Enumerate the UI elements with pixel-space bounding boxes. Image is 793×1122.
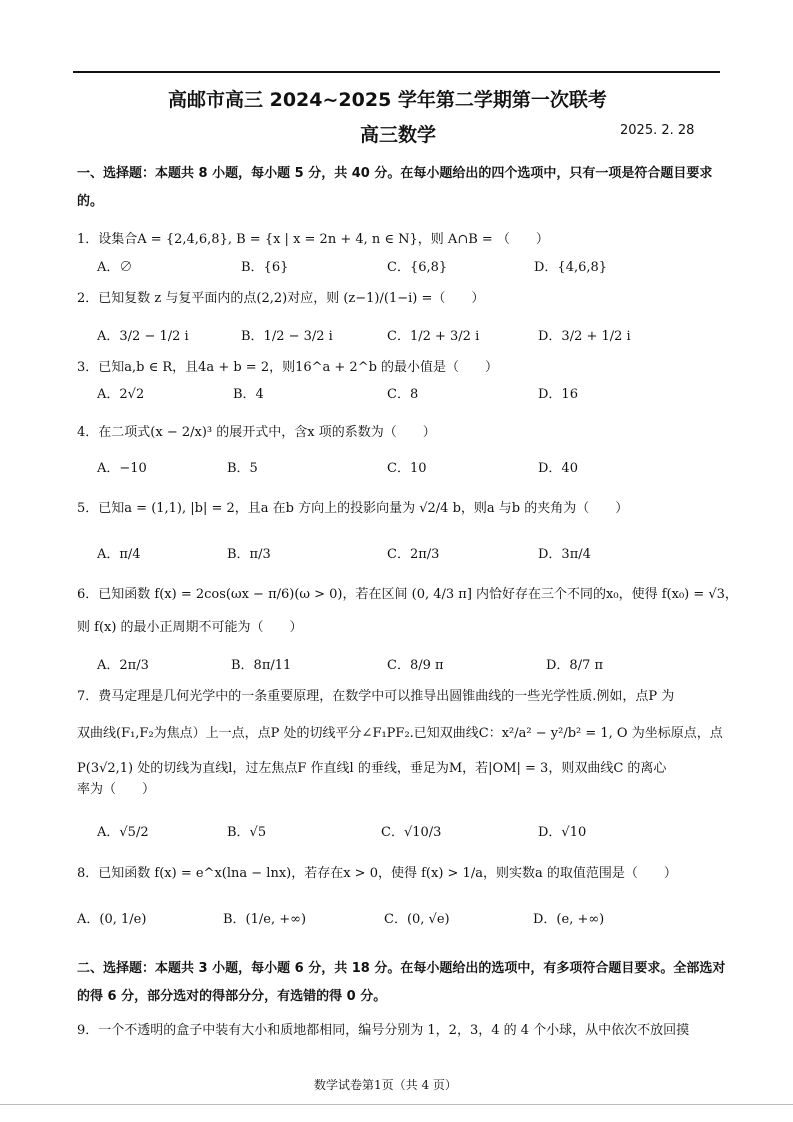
question-number: 9． <box>77 1023 99 1038</box>
question-text: 在二项式(x − 2/x)³ 的展开式中，含x 项的系数为（ ） <box>98 425 436 440</box>
option-c: C．8 <box>387 387 419 402</box>
question-7-line3: P(3√2,1) 处的切线为直线l，过左焦点F 作直线l 的垂线，垂足为M，若|OM| = 3，则双曲线C 的离心 <box>77 761 667 776</box>
option-d: D．√10 <box>538 825 587 840</box>
option-c: C．{6,8} <box>387 260 448 275</box>
question-8 <box>77 862 677 881</box>
question-text: 已知复数 z 与复平面内的点(2,2)对应，则 (z−1)/(1−i) =（ ） <box>98 291 485 306</box>
question-5 <box>77 497 628 516</box>
question-text: 已知函数 f(x) = 2cos(ωx − π/6)(ω > 0)，若在区间 (0, 4/3 π] 内恰好存在三个不同的x₀，使得 f(x₀) = √3， <box>98 587 738 602</box>
option-c: C．10 <box>387 461 427 476</box>
question-9 <box>77 1019 689 1038</box>
option-b: B．4 <box>233 387 264 402</box>
exam-date: 2025. 2. 28 <box>620 123 695 138</box>
question-number: 6． <box>77 587 99 602</box>
question-number: 3． <box>77 360 99 375</box>
section1-heading: 一、选择题：本题共 8 小题，每小题 5 分，共 40 分。在每小题给出的四个选项中，只有一项是符合题目要求的。 <box>77 166 713 209</box>
question-text: 已知a = (1,1), |b| = 2，且a 在b 方向上的投影向量为 √2/4 b，则a 与b 的夹角为（ ） <box>98 501 629 516</box>
option-a: A．3/2 − 1/2 i <box>97 329 189 344</box>
option-b: B．{6} <box>241 260 289 275</box>
option-b: B．1/2 − 3/2 i <box>241 329 333 344</box>
option-b: B．8π/11 <box>231 658 292 673</box>
option-a: A．(0, 1/e) <box>77 912 147 927</box>
option-a: A．√5/2 <box>97 825 149 840</box>
option-a: A．∅ <box>97 260 133 275</box>
bottom-rule <box>0 1104 793 1105</box>
question-4 <box>77 421 436 440</box>
top-rule <box>73 71 720 73</box>
question-7 <box>77 685 674 704</box>
exam-subject: 高三数学 <box>360 124 437 146</box>
option-d: D．(e, +∞) <box>533 912 605 927</box>
question-number: 5． <box>77 501 99 516</box>
option-a: A．π/4 <box>97 547 141 562</box>
question-text: 设集合A = {2,4,6,8}, B = {x | x = 2n + 4, n ∈ N}，则 A∩B = （ ） <box>98 232 549 247</box>
option-c: C．1/2 + 3/2 i <box>387 329 480 344</box>
option-c: C．(0, √e) <box>384 912 450 927</box>
option-c: C．√10/3 <box>381 825 442 840</box>
question-3 <box>77 356 498 375</box>
option-a: A．−10 <box>97 461 147 476</box>
page-footer: 数学试卷第1页（共 4 页） <box>314 1078 457 1092</box>
question-text: 一个不透明的盒子中装有大小和质地都相同，编号分别为 1，2，3，4 的 4 个小球，从中依次不放回摸 <box>98 1023 690 1038</box>
question-text: 已知a,b ∈ R，且4a + b = 2，则16^a + 2^b 的最小值是（ ） <box>98 360 499 375</box>
option-d: D．3/2 + 1/2 i <box>538 329 631 344</box>
option-b: B．5 <box>227 461 258 476</box>
option-b: B．(1/e, +∞) <box>223 912 307 927</box>
question-number: 8． <box>77 866 99 881</box>
option-a: A．2√2 <box>97 387 145 402</box>
question-6 <box>77 583 738 602</box>
option-d: D．40 <box>538 461 578 476</box>
question-7-line2: 双曲线(F₁,F₂为焦点）上一点，点P 处的切线平分∠F₁PF₂.已知双曲线C：x²/a² − y²/b² = 1, O 为坐标原点，点 <box>77 726 723 741</box>
question-7-line4: 率为（ ） <box>77 782 156 797</box>
question-1 <box>77 228 549 247</box>
question-2 <box>77 287 484 306</box>
question-6-line2: 则 f(x) 的最小正周期不可能为（ ） <box>77 620 303 635</box>
option-d: D．{4,6,8} <box>534 260 608 275</box>
question-text: 已知函数 f(x) = e^x(lna − lnx)，若存在x > 0，使得 f(x) > 1/a，则实数a 的取值范围是（ ） <box>98 866 677 881</box>
option-b: B．√5 <box>227 825 267 840</box>
question-number: 2． <box>77 291 99 306</box>
option-c: C．2π/3 <box>387 547 440 562</box>
question-text: 费马定理是几何光学中的一条重要原理，在数学中可以推导出圆锥曲线的一些光学性质.例如，点P 为 <box>98 689 675 704</box>
option-c: C．8/9 π <box>387 658 444 673</box>
option-d: D．3π/4 <box>538 547 591 562</box>
option-d: D．16 <box>538 387 578 402</box>
question-number: 7． <box>77 689 99 704</box>
option-a: A．2π/3 <box>97 658 149 673</box>
section2-heading: 二、选择题：本题共 3 小题，每小题 6 分，共 18 分。在每小题给出的选项中，有多项符合题目要求。全部选对的得 6 分，部分选对的得部分分，有选错的得 0 分。 <box>77 961 726 1004</box>
option-d: D．8/7 π <box>546 658 604 673</box>
exam-title: 高邮市高三 2024~2025 学年第二学期第一次联考 <box>168 89 607 111</box>
question-number: 1． <box>77 232 99 247</box>
option-b: B．π/3 <box>227 547 271 562</box>
question-number: 4． <box>77 425 99 440</box>
